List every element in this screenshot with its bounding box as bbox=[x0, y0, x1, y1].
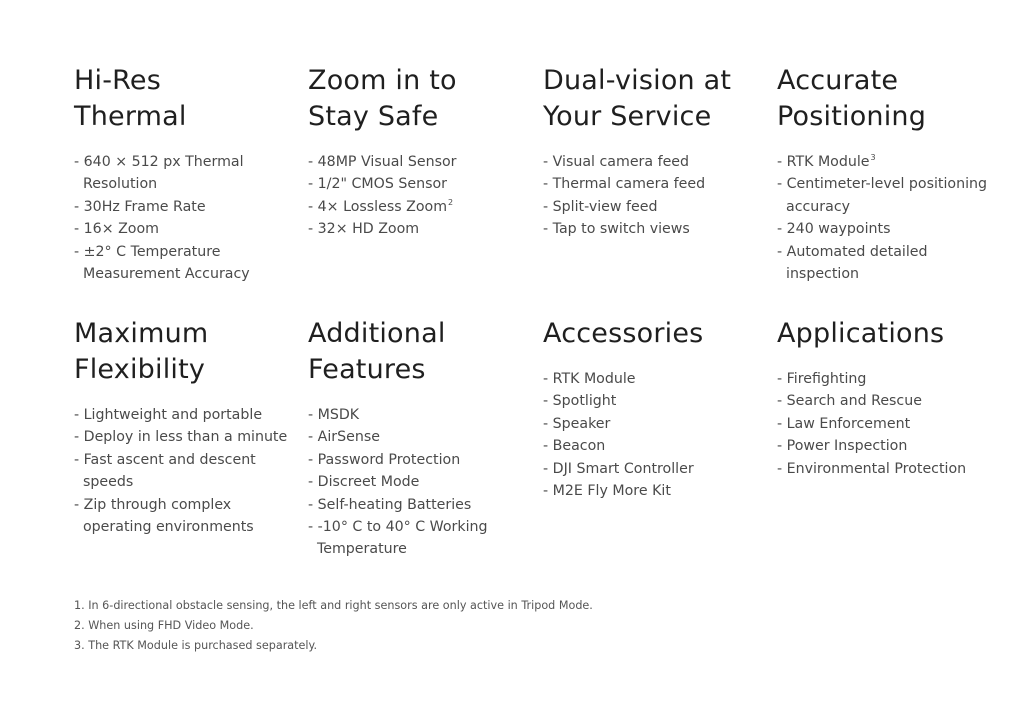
feature-item: - Power Inspection bbox=[777, 438, 908, 455]
feature-item: - Automated detailed inspection bbox=[777, 243, 928, 283]
section-accurate-positioning bbox=[777, 63, 992, 285]
footnote-marker: 2 bbox=[448, 198, 454, 208]
feature-item: - RTK Module$^3$ bbox=[777, 153, 876, 170]
feature-item: - Zip through complex operating environments bbox=[74, 496, 254, 536]
feature-item: - 4× Lossless Zoom$^2$ bbox=[308, 198, 454, 215]
section-title bbox=[308, 63, 523, 135]
section-title-line: Maximum bbox=[74, 318, 209, 349]
feature-item: - Environmental Protection bbox=[777, 460, 967, 477]
feature-list bbox=[543, 151, 758, 241]
section-title bbox=[777, 63, 992, 135]
feature-list bbox=[308, 151, 523, 241]
feature-item: - 1/2" CMOS Sensor bbox=[308, 176, 447, 193]
feature-item: - Split-view feed bbox=[543, 198, 658, 215]
feature-item: - Fast ascent and descent speeds bbox=[74, 451, 256, 491]
section-title-line: Applications bbox=[777, 318, 945, 349]
feature-item: - Visual camera feed bbox=[543, 154, 690, 170]
section-zoom-in-to-stay-safe bbox=[308, 63, 523, 241]
feature-item: - 32× HD Zoom bbox=[308, 221, 420, 238]
feature-item: - 240 waypoints bbox=[777, 221, 891, 238]
section-dual-vision bbox=[543, 63, 758, 241]
feature-item: - Deploy in less than a minute bbox=[74, 429, 288, 446]
section-additional-features bbox=[308, 316, 523, 561]
section-title-line: Flexibility bbox=[74, 354, 206, 385]
section-accessories bbox=[543, 316, 758, 502]
feature-item: - -10° C to 40° C Working Temperature bbox=[308, 519, 488, 558]
feature-item: - Search and Rescue bbox=[777, 393, 922, 410]
feature-item: - Speaker bbox=[543, 415, 611, 432]
feature-list bbox=[777, 151, 992, 285]
section-title-line: Stay Safe bbox=[308, 101, 439, 132]
feature-item: - AirSense bbox=[308, 429, 380, 446]
section-title bbox=[543, 316, 758, 352]
feature-item: - MSDK bbox=[308, 407, 360, 423]
feature-item: - Tap to switch views bbox=[543, 221, 690, 238]
footnote: 1. In 6-directional obstacle sensing, the left and right sensors are only active in Tripod Mode. bbox=[74, 599, 593, 612]
feature-item: - 16× Zoom bbox=[74, 221, 159, 238]
footnotes bbox=[74, 596, 593, 656]
feature-item: - Firefighting bbox=[777, 371, 867, 387]
feature-list bbox=[543, 368, 758, 502]
footnote: 3. The RTK Module is purchased separately. bbox=[74, 639, 318, 652]
section-title-line: Hi-Res bbox=[74, 65, 161, 96]
section-title-line: Dual-vision at bbox=[543, 65, 732, 96]
feature-item: - Centimeter-level positioning accuracy bbox=[777, 176, 988, 215]
feature-item: - Password Protection bbox=[308, 451, 461, 468]
feature-item: - Discreet Mode bbox=[308, 474, 420, 491]
section-title-line: Accurate bbox=[777, 65, 899, 96]
feature-item: - M2E Fly More Kit bbox=[543, 483, 671, 500]
section-title bbox=[543, 63, 758, 135]
feature-item: - DJI Smart Controller bbox=[543, 460, 694, 477]
footnote: 2. When using FHD Video Mode. bbox=[74, 619, 254, 632]
feature-item: - ±2° C Temperature Measurement Accuracy bbox=[74, 243, 250, 283]
feature-item: - Thermal camera feed bbox=[543, 176, 706, 193]
section-title bbox=[74, 63, 289, 135]
section-title bbox=[74, 316, 289, 388]
feature-item: - Beacon bbox=[543, 438, 606, 455]
section-title-line: Zoom in to bbox=[308, 65, 457, 96]
section-title bbox=[308, 316, 523, 388]
section-title bbox=[777, 316, 992, 352]
feature-list bbox=[74, 151, 289, 285]
section-title-line: Thermal bbox=[74, 101, 187, 132]
section-hi-res-thermal bbox=[74, 63, 289, 285]
section-title-line: Accessories bbox=[543, 318, 704, 349]
section-maximum-flexibility bbox=[74, 316, 289, 538]
feature-item: - Spotlight bbox=[543, 393, 617, 410]
feature-item: - Law Enforcement bbox=[777, 415, 911, 432]
feature-item: - 640 × 512 px Thermal Resolution bbox=[74, 154, 244, 193]
section-title-line: Positioning bbox=[777, 101, 927, 132]
feature-list bbox=[74, 404, 289, 538]
section-title-line: Additional bbox=[308, 318, 446, 349]
feature-item: - Lightweight and portable bbox=[74, 407, 263, 423]
feature-item: - RTK Module bbox=[543, 371, 636, 387]
feature-item: - 30Hz Frame Rate bbox=[74, 198, 206, 215]
section-title-line: Features bbox=[308, 354, 426, 385]
feature-list bbox=[777, 368, 992, 480]
footnote-marker: 3 bbox=[870, 153, 876, 163]
section-applications bbox=[777, 316, 992, 480]
feature-list bbox=[308, 404, 523, 561]
feature-item: - 48MP Visual Sensor bbox=[308, 154, 457, 170]
section-title-line: Your Service bbox=[543, 101, 712, 132]
feature-item: - Self-heating Batteries bbox=[308, 496, 472, 513]
